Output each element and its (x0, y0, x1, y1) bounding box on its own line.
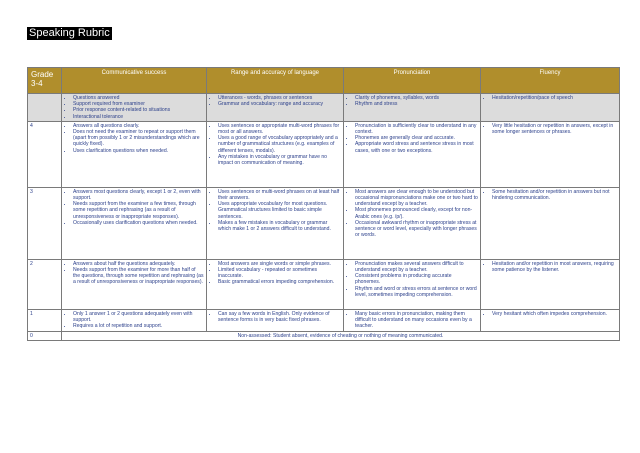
grade-cell: 1 (28, 309, 62, 331)
descriptor-pronunciation (344, 94, 481, 122)
bullet-list (209, 261, 341, 286)
cell-fluency (481, 121, 620, 187)
descriptor-row (28, 94, 620, 122)
bullet-item: • Very hesitant which often impedes comprehension. (492, 311, 617, 317)
bullet-list (64, 189, 204, 226)
bullet-list (209, 189, 341, 232)
cell-range (207, 187, 344, 259)
bullet-item: • Only 1 answer 1 or 2 questions adequately even with support. (73, 311, 204, 323)
rubric-row-grade-0 (28, 331, 620, 340)
bullet-list (346, 189, 478, 239)
cell-range (207, 309, 344, 331)
cell-fluency (481, 259, 620, 309)
bullet-list (64, 123, 204, 154)
bullet-item: • Many basic errors in pronunciation, making them difficult to understand on many occasions even by a teacher. (355, 311, 478, 330)
bullet-item: • Answers all questions clearly. (73, 123, 204, 129)
rubric-row-grade-3 (28, 187, 620, 259)
bullet-item: • Uses clarification questions when needed. (73, 148, 204, 154)
bullet-item: • Answers most questions clearly, except 1 or 2, even with support. (73, 189, 204, 201)
bullet-item: • Rhythm and stress (355, 101, 478, 107)
grade-cell: 4 (28, 121, 62, 187)
bullet-item: • Uses a good range of vocabulary appropriately and a number of grammatical structures (e.g. examples of different tenses, modals). (218, 135, 341, 154)
cell-communicative (62, 259, 207, 309)
bullet-item: • Needs support from the examiner for more than half of the questions, through some repetition and rephrasing (as a result of unresponsiveness or inappropriate responses). (73, 267, 204, 286)
bullet-list (209, 123, 341, 166)
cell-communicative (62, 121, 207, 187)
cell-fluency (481, 309, 620, 331)
bullet-item: • Pronunciation is sufficiently clear to understand in any context. (355, 123, 478, 135)
bullet-item: • Most answers are single words or simple phrases. (218, 261, 341, 267)
cell-communicative (62, 187, 207, 259)
bullet-item: • Pronunciation makes several answers difficult to understand except by a teacher. (355, 261, 478, 273)
header-communicative-success: Communicative success (62, 68, 207, 94)
header-pronunciation: Pronunciation (344, 68, 481, 94)
bullet-list (483, 189, 617, 201)
bullet-item: • Uses sentences or multi-word phrases on at least half their answers. (218, 189, 341, 201)
document-title: Speaking Rubric (29, 27, 110, 39)
rubric-row-grade-1 (28, 309, 620, 331)
bullet-item: • Support required from examiner (73, 101, 204, 107)
bullet-item: • Prior response content-related to situations (73, 107, 204, 113)
bullet-item: • Hesitation and/or repetition in most answers, requiring some patience by the listener. (492, 261, 617, 273)
cell-communicative (62, 309, 207, 331)
bullet-item: • Uses sentences or appropriate multi-word phrases for most or all answers. (218, 123, 341, 135)
cell-pronunciation (344, 187, 481, 259)
bullet-item: • Grammar and vocabulary: range and accuracy (218, 101, 341, 107)
grade-cell: 2 (28, 259, 62, 309)
bullet-item: • Uses appropriate vocabulary for most questions. Grammatical structures limited to basic simple sentences. (218, 201, 341, 220)
bullet-item: • Phonemes are generally clear and accurate. (355, 135, 478, 141)
descriptor-fluency (481, 94, 620, 122)
cell-pronunciation (344, 309, 481, 331)
rubric-row-grade-4 (28, 121, 620, 187)
bullet-list (64, 311, 204, 330)
header-grade: Grade 3-4 (28, 68, 62, 94)
cell-range (207, 121, 344, 187)
header-fluency: Fluency (481, 68, 620, 94)
descriptor-communicative (62, 94, 207, 122)
grade-cell: 3 (28, 187, 62, 259)
bullet-item: • Most phonemes pronounced clearly, except for non-Arabic ones (e.g. /p/). (355, 207, 478, 219)
non-assessed-cell: Non-assessed: Student absent, evidence of cheating or nothing of meaning communicated. (62, 331, 620, 340)
bullet-item: • Hesitation/repetition/pace of speech (492, 95, 617, 101)
bullet-list (483, 311, 617, 317)
bullet-item: • Any mistakes in vocabulary or grammar have no impact on communication of meaning. (218, 154, 341, 166)
cell-pronunciation (344, 121, 481, 187)
bullet-item: • Some hesitation and/or repetition in answers but not hindering communication. (492, 189, 617, 201)
bullet-list (346, 311, 478, 330)
descriptor-range (207, 94, 344, 122)
bullet-item: • Needs support from the examiner a few times, through some repetition and rephrasing (as a result of unresponsiveness or inappropriate responses). (73, 201, 204, 220)
bullet-item: • Limited vocabulary - repeated or sometimes inaccurate. (218, 267, 341, 279)
bullet-item: • Most answers are clear enough to be understood but occasional mispronunciations make one or two hard to understand except by a teacher. (355, 189, 478, 208)
bullet-item: • Does not need the examiner to repeat or support them (apart from possibly 1 or 2 misunderstandings which are quickly fixed). (73, 129, 204, 148)
rubric-row-grade-2 (28, 259, 620, 309)
grade-cell: 0 (28, 331, 62, 340)
bullet-item: • Utterances - words, phrases or sentences (218, 95, 341, 101)
bullet-list (64, 261, 204, 286)
bullet-list (209, 95, 341, 107)
cell-range (207, 259, 344, 309)
bullet-list (483, 95, 617, 101)
cell-pronunciation (344, 259, 481, 309)
bullet-item: • Makes a few mistakes in vocabulary or grammar which make 1 or 2 answers difficult to understand. (218, 220, 341, 232)
bullet-item: • Occasional awkward rhythm or inappropriate stress at sentence or word level, especially with longer phrases or words. (355, 220, 478, 239)
header-row (28, 68, 620, 94)
bullet-item: • Very little hesitation or repetition in answers, except in some longer sentences or phrases. (492, 123, 617, 135)
bullet-item: • Consistent problems in producing accurate phonemes. (355, 273, 478, 285)
bullet-list (64, 95, 204, 120)
bullet-item: • Basic grammatical errors impeding comprehension. (218, 279, 341, 285)
header-range-accuracy: Range and accuracy of language (207, 68, 344, 94)
descriptor-grade-cell (28, 94, 62, 122)
bullet-list (483, 123, 617, 135)
speaking-rubric-table (27, 67, 620, 341)
bullet-list (346, 261, 478, 298)
bullet-item: • Requires a lot of repetition and support. (73, 323, 204, 329)
bullet-list (209, 311, 341, 323)
bullet-item: • Occasionally uses clarification questions when needed. (73, 220, 204, 226)
bullet-item: • Clarity of phonemes, syllables, words (355, 95, 478, 101)
bullet-item: • Interactional tolerance (73, 114, 204, 120)
bullet-item: • Questions answered (73, 95, 204, 101)
bullet-item: • Appropriate word stress and sentence stress in most cases, with one or two exceptions. (355, 141, 478, 153)
bullet-item: • Rhythm and word or stress errors at sentence or word level, sometimes impeding comprehension. (355, 286, 478, 298)
cell-fluency (481, 187, 620, 259)
bullet-item: • Answers about half the questions adequately. (73, 261, 204, 267)
bullet-item: • Can say a few words in English. Only evidence of sentence forms is in very basic fixed phrases. (218, 311, 341, 323)
bullet-list (483, 261, 617, 273)
bullet-list (346, 123, 478, 154)
bullet-list (346, 95, 478, 107)
